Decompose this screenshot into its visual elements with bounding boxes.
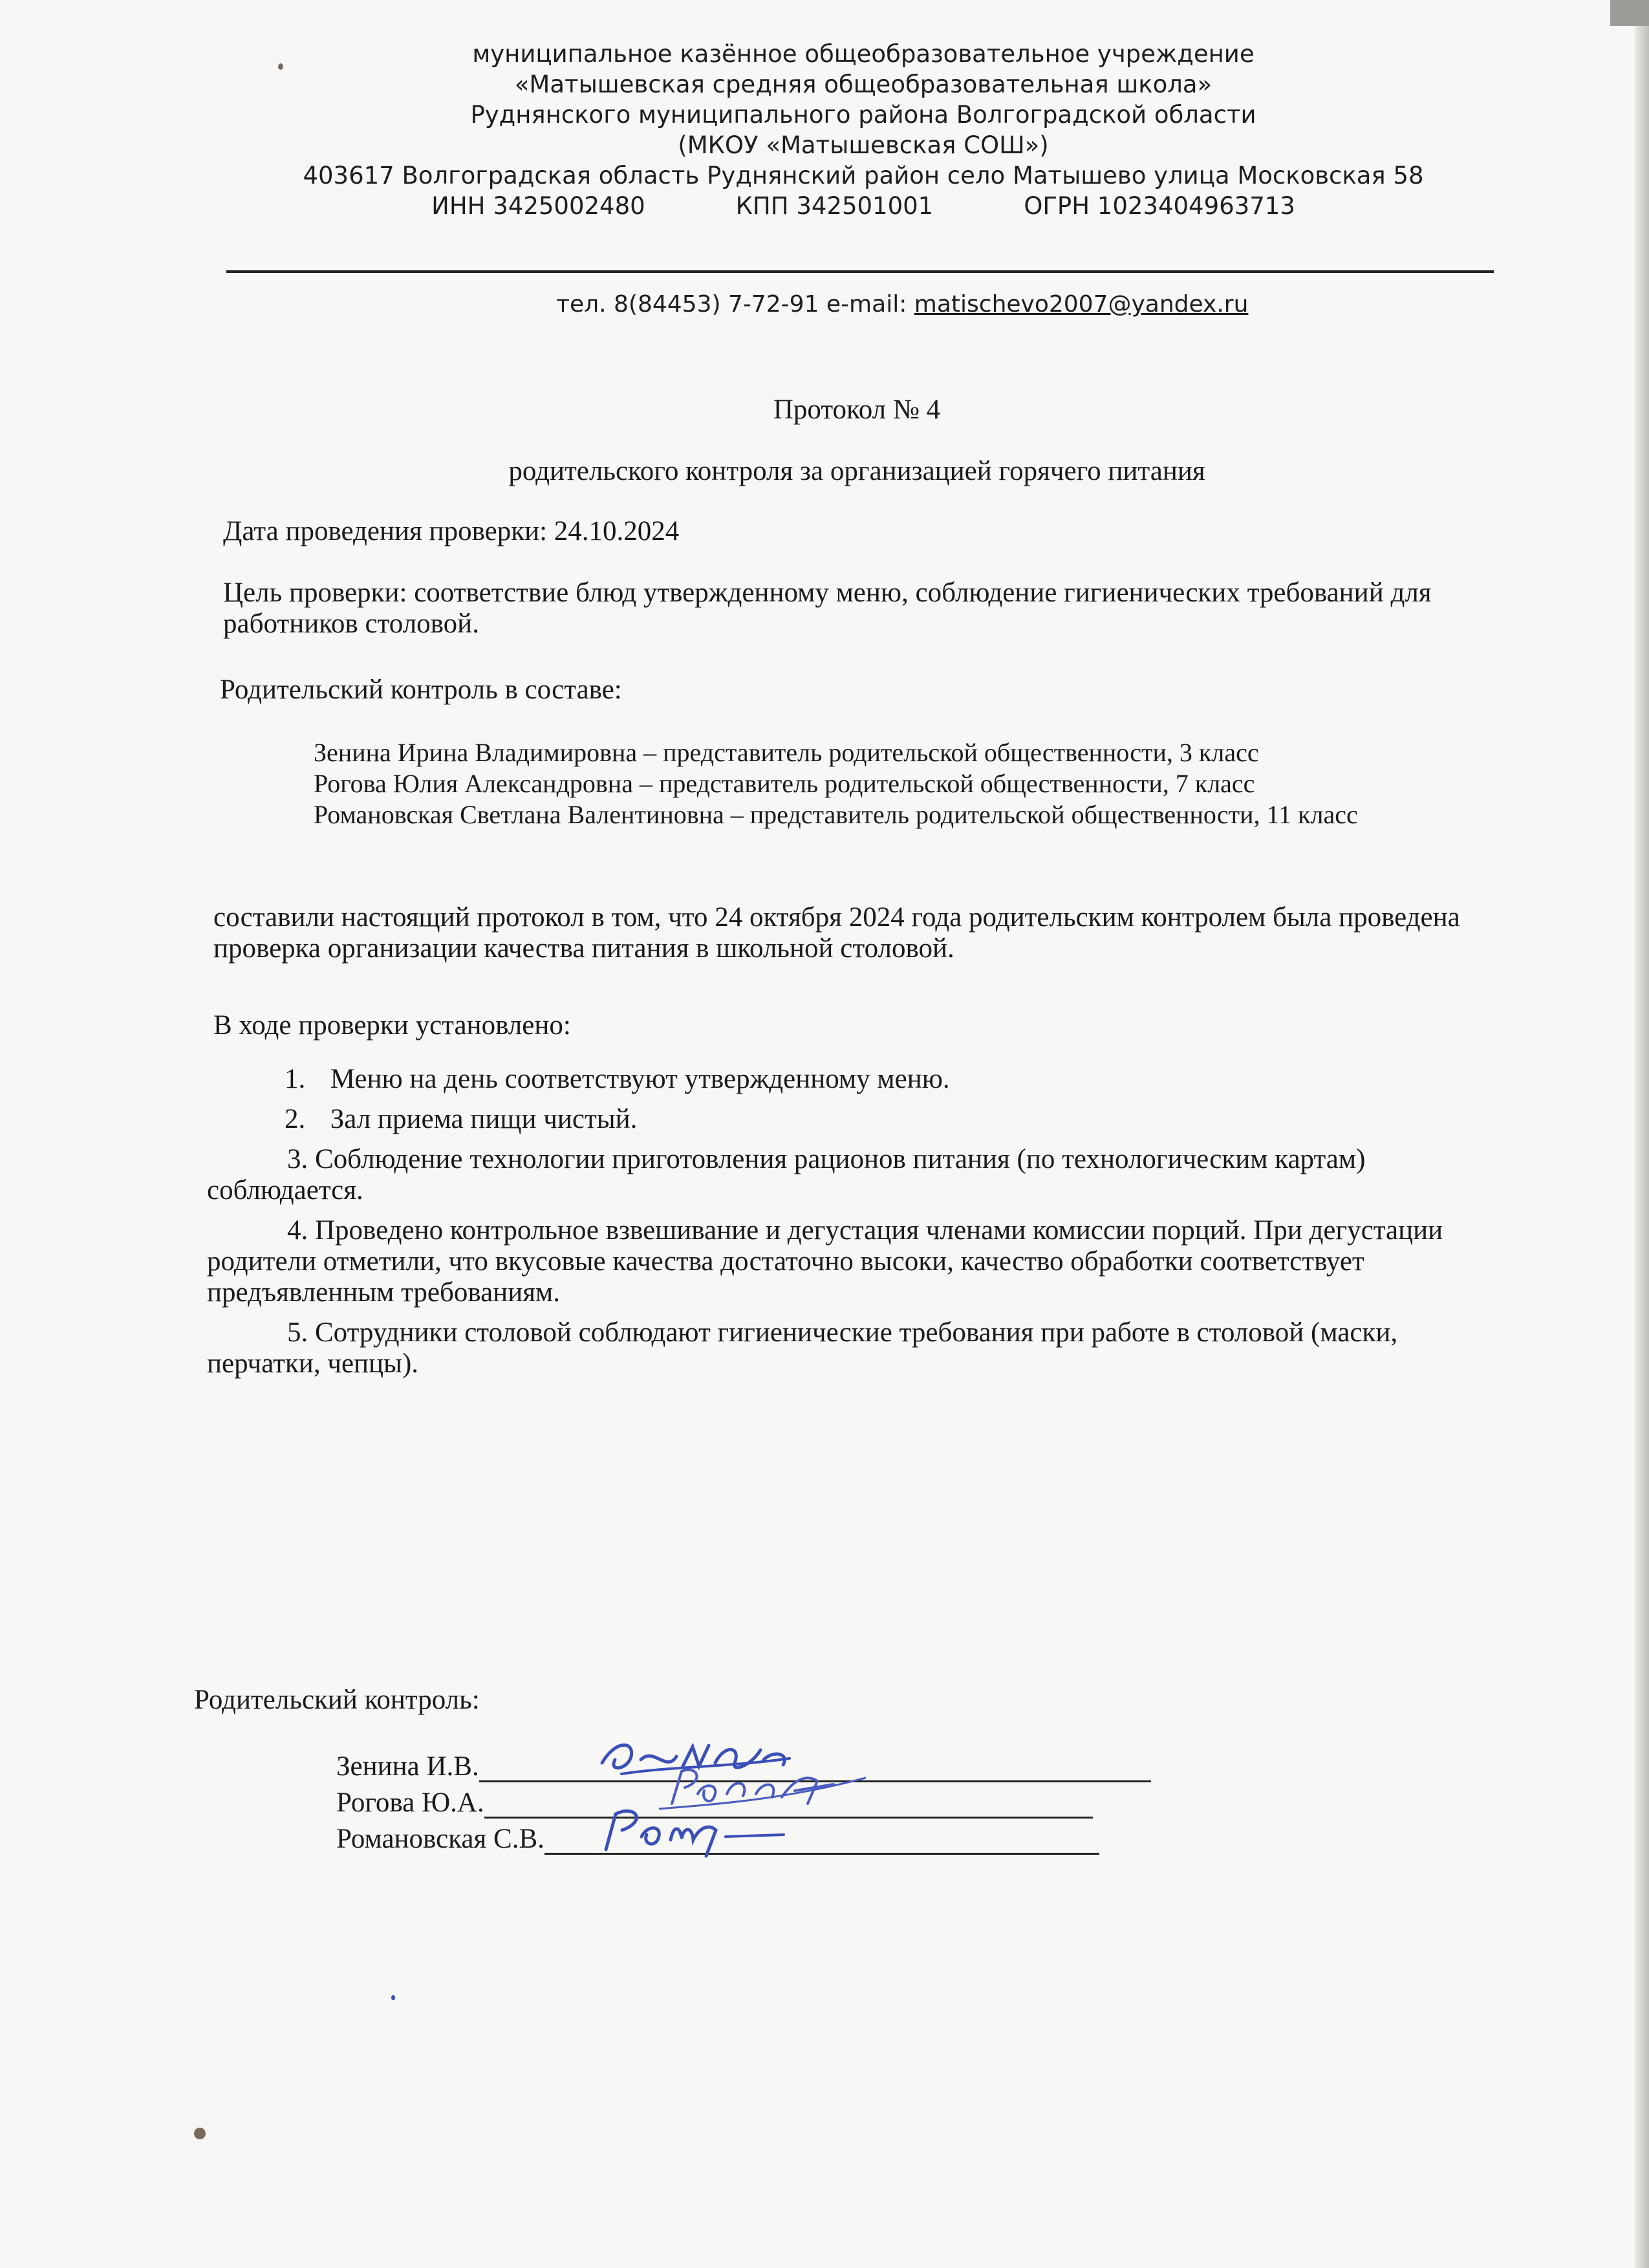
finding-number: 3. (287, 1144, 308, 1174)
signer-name: Романовская С.В. (336, 1824, 544, 1854)
signer-name: Зенина И.В. (336, 1751, 479, 1782)
scan-speck (278, 63, 283, 70)
signature-line (544, 1827, 1099, 1855)
composition-heading: Родительский контроль в составе: (220, 675, 622, 705)
protocol-statement: составили настоящий протокол в том, что 24 октября 2024 года родительским контролем была проведена проверка организации качества питания в школьной столовой. (213, 902, 1460, 964)
document-title: Протокол № 4 (773, 394, 941, 425)
document-subtitle: родительского контроля за организацией горячего питания (508, 456, 1205, 486)
scan-speck (194, 2128, 206, 2139)
member-item: Рогова Юлия Александровна – представитель родительской общественности, 7 класс (314, 769, 1255, 798)
members-list (314, 737, 1452, 830)
kpp: КПП 342501001 (735, 192, 934, 220)
ogrn: ОГРН 1023404963713 (1024, 192, 1295, 220)
signatures-heading: Родительский контроль: (194, 1685, 480, 1715)
finding-item (207, 1104, 1461, 1135)
letterhead-contacts (556, 290, 1248, 319)
finding-number: 5. (287, 1317, 308, 1348)
finding-text: Сотрудники столовой соблюдают гигиенические требования при работе в столовой (маски, перчатки, чепцы). (207, 1317, 1398, 1379)
page-corner-shadow (1610, 0, 1649, 26)
finding-number: 4. (287, 1215, 308, 1246)
inn: ИНН 3425002480 (431, 192, 645, 220)
member-item: Романовская Светлана Валентиновна – представитель родительской общественности, 11 класс (314, 800, 1358, 829)
letterhead-divider (226, 270, 1494, 273)
signer-name: Рогова Ю.А. (336, 1787, 484, 1818)
letterhead-requisites (220, 191, 1507, 221)
finding-text: Меню на день соответствуют утвержденному меню. (330, 1064, 950, 1094)
letterhead (220, 39, 1507, 221)
scan-speck (391, 1995, 395, 2000)
phone: тел. 8(84453) 7-72-91 e-mail: (556, 291, 907, 318)
finding-item (207, 1317, 1461, 1379)
letterhead-line-3: Руднянского муниципального района Волгоградской области (470, 101, 1256, 129)
finding-text: Зал приема пищи чистый. (330, 1104, 638, 1134)
findings-heading: В ходе проверки установлено: (213, 1010, 571, 1041)
signature-romanovskaya (596, 1801, 803, 1859)
signature-block (336, 1746, 1177, 1855)
inspection-purpose: Цель проверки: соответствие блюд утвержденному меню, соблюдение гигиенических требований для работников столовой. (223, 578, 1432, 639)
letterhead-line-4: (МКОУ «Матышевская СОШ») (678, 131, 1049, 159)
inspection-date: Дата проведения проверки: 24.10.2024 (223, 516, 680, 546)
letterhead-line-2: «Матышевская средняя общеобразовательная школа» (514, 70, 1212, 98)
findings-list (207, 1064, 1461, 1388)
finding-number: 1. (285, 1064, 306, 1094)
signature-row (336, 1819, 1177, 1855)
finding-number: 2. (285, 1104, 306, 1134)
finding-text: Проведено контрольное взвешивание и дегустация членами комиссии порций. При дегустации родители отметили, что вкусовые качества достаточно высоки, качество обработки соответствует предъявленным требованиям. (207, 1215, 1443, 1308)
finding-item (207, 1064, 1461, 1095)
finding-text: Соблюдение технологии приготовления рационов питания (по технологическим картам) соблюдается. (207, 1144, 1366, 1205)
member-item: Зенина Ирина Владимировна – представитель родительской общественности, 3 класс (314, 738, 1259, 767)
letterhead-address: 403617 Волгоградская область Руднянский район село Матышево улица Московская 58 (303, 162, 1424, 189)
letterhead-line-1: муниципальное казённое общеобразовательное учреждение (472, 40, 1255, 68)
email-link[interactable]: matischevo2007@yandex.ru (914, 291, 1249, 318)
finding-item (207, 1144, 1461, 1206)
finding-item (207, 1215, 1461, 1308)
page-edge (1635, 0, 1649, 2268)
